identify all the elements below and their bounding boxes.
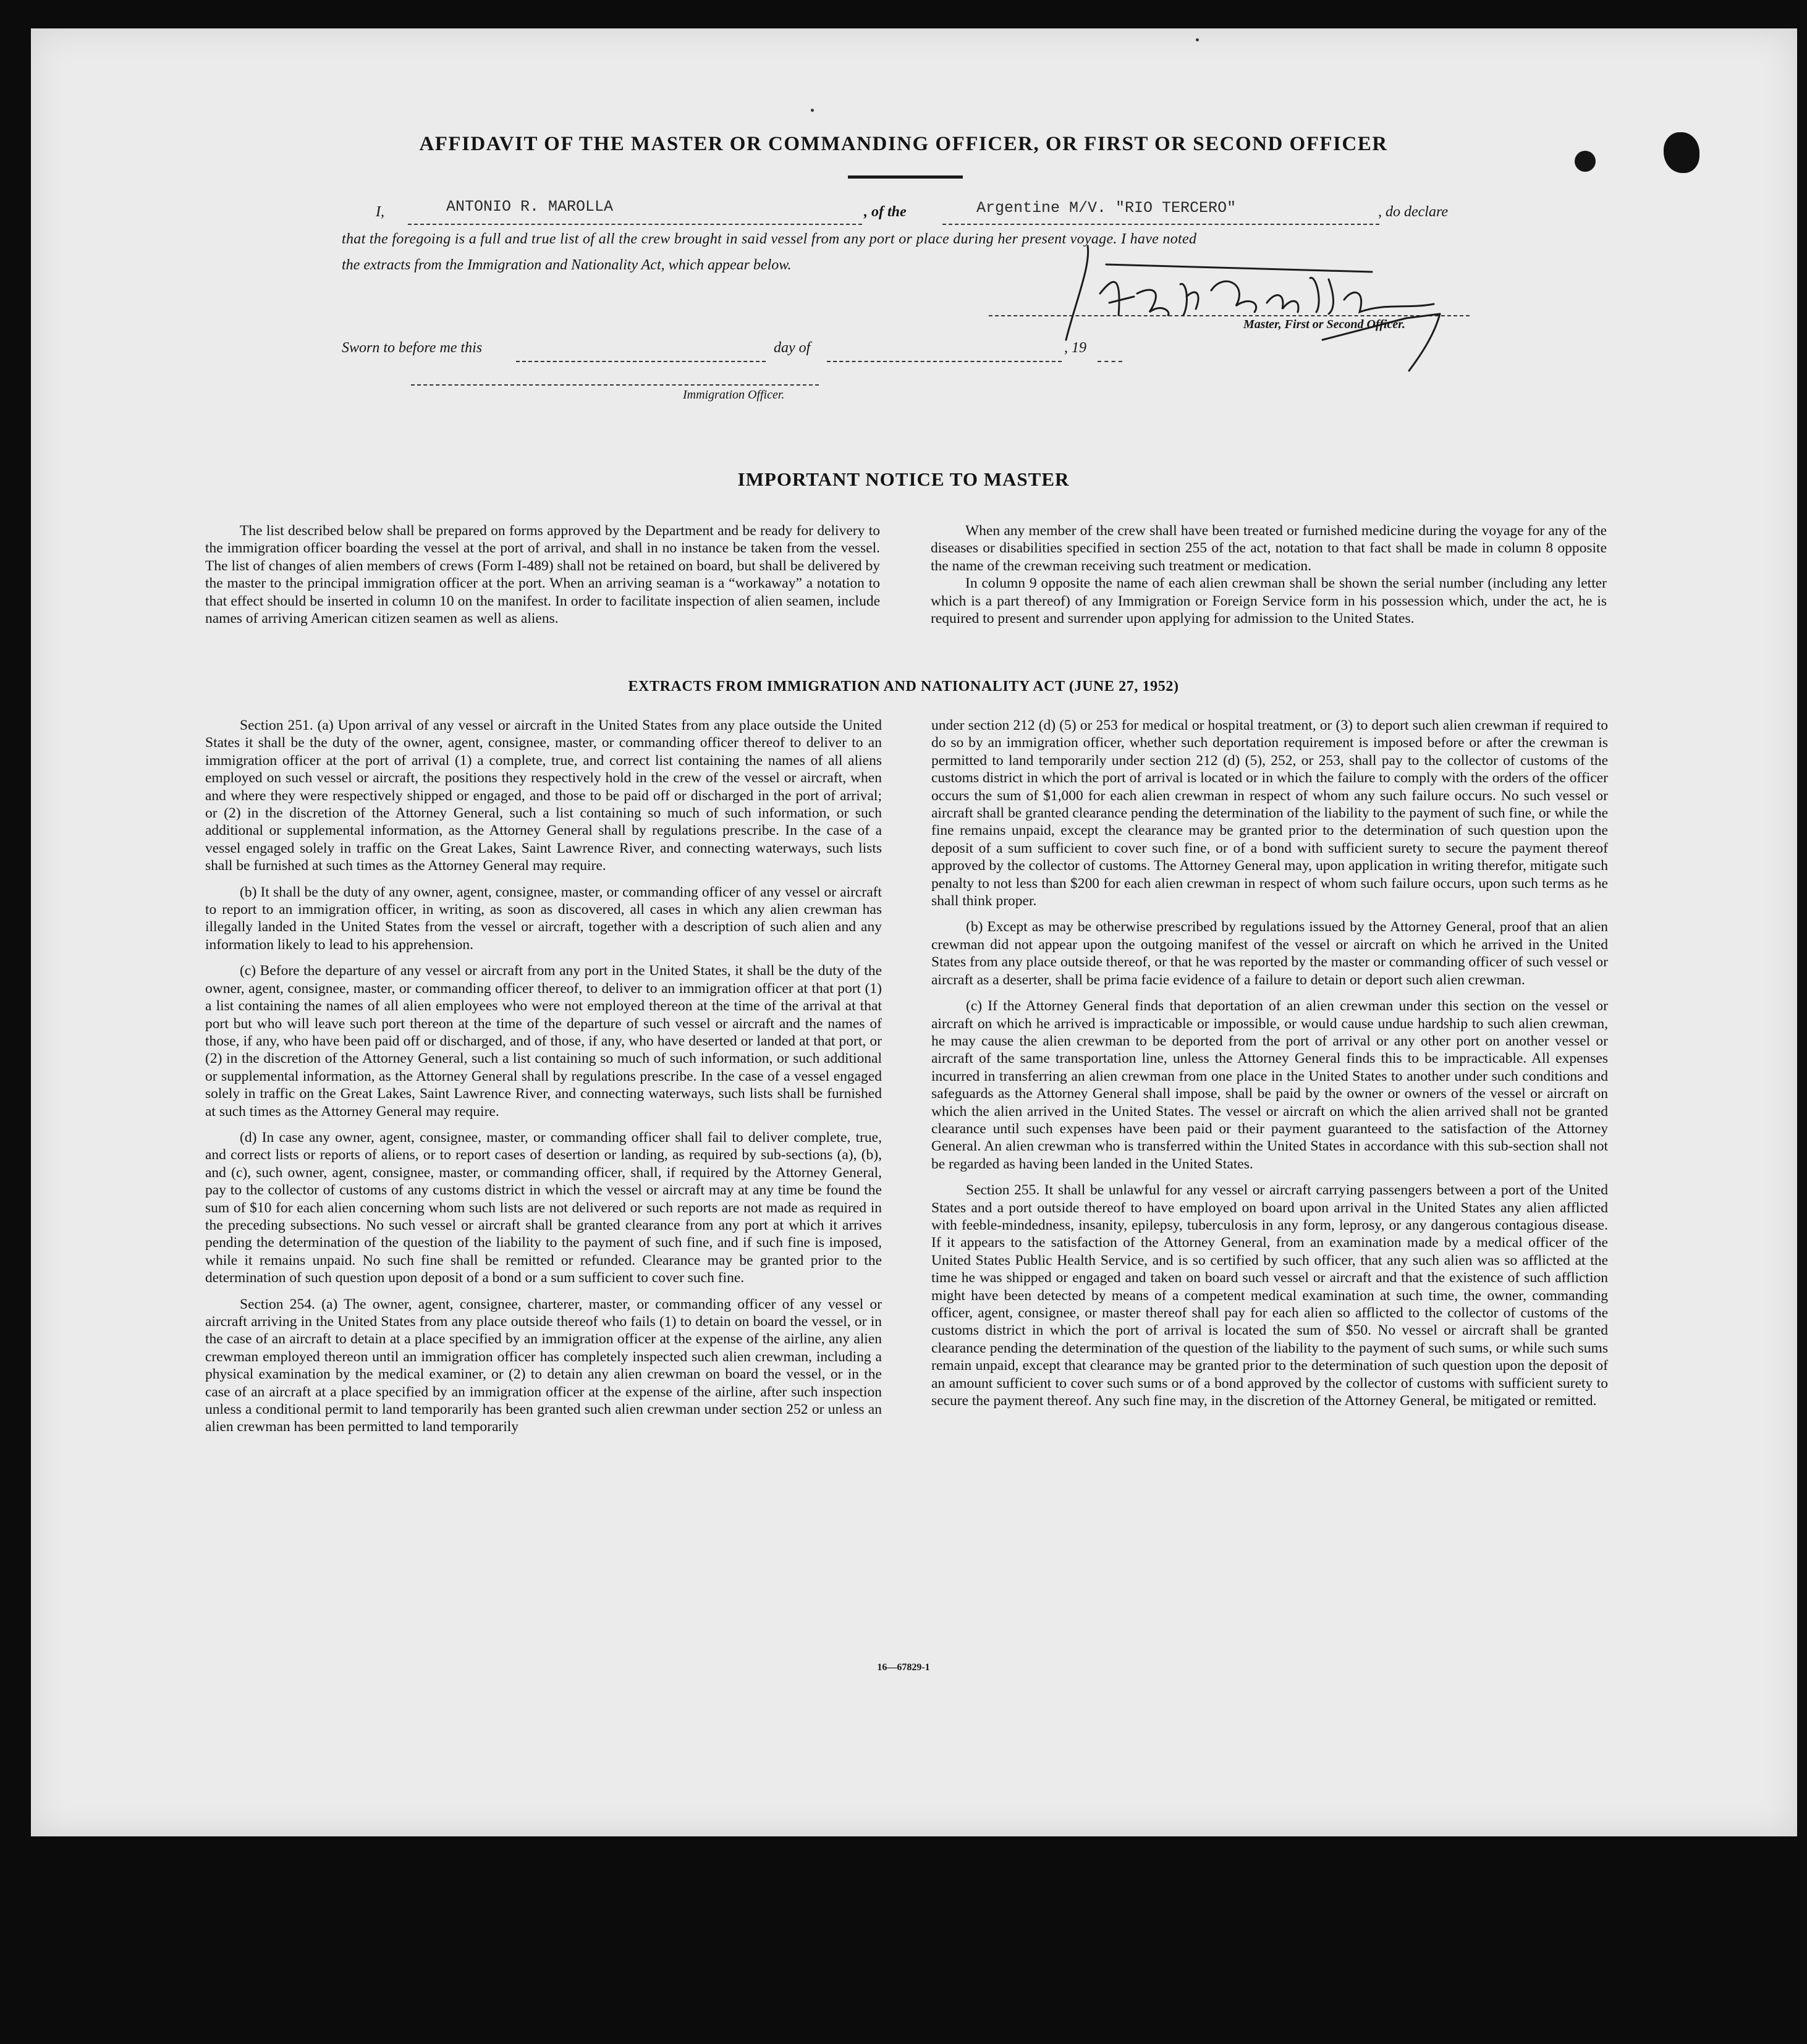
notice-left-column [205, 522, 880, 627]
title-rule [848, 175, 963, 179]
speck [811, 109, 814, 112]
affidavit-title: AFFIDAVIT OF THE MASTER OR COMMANDING OFFICER, OR FIRST OR SECOND OFFICER [419, 133, 1388, 155]
declaration-line-1: that the foregoing is a full and true list of all the crew brought in said vessel from any port or place during her present voyage. I have noted [342, 231, 1197, 247]
vessel-value: Argentine M/V. "RIO TERCERO" [976, 199, 1237, 217]
sworn-month-line [827, 342, 1062, 362]
do-declare-label: , do declare [1378, 204, 1449, 220]
punch-hole [1664, 132, 1699, 173]
sworn-year-line [1098, 342, 1122, 362]
master-name-value: ANTONIO R. MAROLLA [446, 198, 614, 216]
declaration-line-2: the extracts from the Immigration and Nationality Act, which appear below. [342, 257, 792, 273]
notice-heading: IMPORTANT NOTICE TO MASTER [737, 468, 1070, 490]
section-254a-paragraph: Section 254. (a) The owner, agent, consignee, charterer, master, or commanding officer of any vessel or aircraft arriving in the United States from any place outside thereof who fails (1) to detain on board the vessel, or in the case of an aircraft to detain at a place specified by an immigration officer at the expense of the airline, any alien crewman employed thereon until an immigration officer has completely inspected such alien crewman, including a physical examination by the medical examiner, or (2) to detain any alien crewman on board the vessel, or in the case of an aircraft at a place specified by an immigration officer at the expense of the airline, after such inspection unless a conditional permit to land temporarily has been granted such alien crewman under section 252 or unless an alien crewman has been permitted to land temporarily [205, 1296, 882, 1435]
day-of-label: day of [774, 340, 811, 356]
speck [1196, 38, 1199, 41]
sworn-label: Sworn to before me this [342, 340, 483, 356]
section-251a-paragraph: Section 251. (a) Upon arrival of any vessel or aircraft in the United States from any place outside the United States it shall be the duty of the owner, agent, consignee, master, or commanding officer thereof to deliver to an immigration officer at the port of arrival (1) a complete, true, and correct list containing the names of all aliens employed on such vessel or aircraft, the positions they respectively hold in the crew of the vessel or aircraft, when and where they were respectively shipped or engaged, and those to be paid off or discharged in the port of arrival; or (2) in the discretion of the Attorney General, such a list containing so much of such information, or such additional or supplemental information, as the Attorney General shall by regulations prescribe. In the case of a vessel engaged solely in traffic on the Great Lakes, Saint Lawrence River, and connecting waterways, such lists shall be furnished at such times as the Attorney General may require. [205, 717, 882, 874]
extracts-heading: EXTRACTS FROM IMMIGRATION AND NATIONALITY ACT (JUNE 27, 1952) [628, 678, 1179, 695]
immigration-officer-line [411, 368, 819, 386]
year-label: , 19 [1064, 340, 1086, 356]
form-code: 16—67829-1 [877, 1662, 930, 1673]
i-label: I, [376, 204, 384, 220]
signature-caption: Master, First or Second Officer. [1243, 318, 1405, 331]
notice-right-paragraph: In column 9 opposite the name of each alien crewman shall be shown the serial number (including any letter which is a part thereof) of any Immigration or Foreign Service form in his possession which, under the act, he is required to present and surrender upon applying for admission to the United States. [931, 575, 1607, 627]
section-251d-paragraph: (d) In case any owner, agent, consignee, master, or commanding officer shall fail to deliver complete, true, and correct lists or reports of aliens, or to report cases of desertion or landing, as required by sub-sections (a), (b), and (c), such owner, agent, consignee, master, or commanding officer, shall, if required by the Attorney General, pay to the collector of customs of any customs district in which the vessel or aircraft may at any time be found the sum of $10 for each alien concerning whom such lists are not delivered or such reports are not made as required in the preceding subsections. No such vessel or aircraft shall be granted clearance from any port at which it arrives pending the determination of the question of the liability to the payment of such fine, and if such fine is imposed, while it remains unpaid. No such fine shall be remitted or refunded. Clearance may be granted prior to the determination of such question upon deposit of a bond or a sum sufficient to cover such fine. [205, 1129, 882, 1286]
immigration-officer-caption: Immigration Officer. [683, 388, 785, 402]
notice-right-column [931, 522, 1607, 627]
of-the-label: , of the [864, 204, 907, 220]
section-251b-paragraph: (b) It shall be the duty of any owner, agent, consignee, master, or commanding officer of any vessel or aircraft to report to an immigration officer, in writing, as soon as discovered, all cases in which any alien crewman has illegally landed in the United States from the vessel or aircraft, together with a description of such alien and any information likely to lead to his apprehension. [205, 884, 882, 953]
section-255-paragraph: Section 255. It shall be unlawful for any vessel or aircraft carrying passengers between a port of the United States and a port outside thereof to have employed on board upon arrival in the United States any alien afflicted with feeble-mindedness, insanity, epilepsy, tuberculosis in any form, leprosy, or any dangerous contagious disease. If it appears to the satisfaction of the Attorney General, from an examination made by a medical officer of the United States Public Health Service, and is so certified by such officer, that any such alien was so afflicted at the time he was shipped or engaged and taken on board such vessel or aircraft and that the existence of such affliction might have been detected by means of a competent medical examination at such time, the owner, commanding officer, agent, consignee, or master thereof shall pay for each alien so afflicted to the collector of customs of the customs district in which the port of arrival is located the sum of $50. No vessel or aircraft shall be granted clearance pending the determination of the question of the liability to the payment of such sums, or while such sums remain unpaid, except that clearance may be granted prior to the determination of such question upon the deposit of an amount sufficient to cover such sums or of a bond approved by the collector of customs with sufficient surety to secure the payment thereof. Any such fine may, in the discretion of the Attorney General, be mitigated or remitted. [931, 1182, 1608, 1409]
section-254a-continued-paragraph: under section 212 (d) (5) or 253 for medical or hospital treatment, or (3) to deport such alien crewman if required to do so by an immigration officer, whether such deportation requirement is imposed before or after the crewman is permitted to land temporarily under section 212 (d) (5), 252, or 253, shall pay to the collector of customs of the customs district in which the port of arrival is located or in which the failure to comply with the orders of the officer occurs the sum of $1,000 for each alien crewman in respect of whom any such failure occurs. No such vessel or aircraft shall be granted clearance pending the determination of the liability to the payment of such fine, or while the fine remains unpaid, except the clearance may be granted prior to the determination of such question upon the deposit of a sum sufficient to cover such fine, or of a bond with sufficient surety to secure the payment thereof approved by the collector of customs. The Attorney General may, upon application in writing therefor, mitigate such penalty to not less than $200 for each alien crewman in respect of whom such failure occurs, upon such terms as he shall think proper. [931, 717, 1608, 910]
section-251c-paragraph: (c) Before the departure of any vessel or aircraft from any port in the United States, it shall be the duty of the owner, agent, consignee, master, or commanding officer thereof, to deliver to an immigration officer at that port (1) a list containing the names of all alien employees who were not employed thereon at the time of the arrival at that port but who will leave such port thereon at the time of the departure of such vessel or aircraft and the names of those, if any, who have been paid off or discharged, and of those, if any, who have deserted or landed at that port, or (2) in the discretion of the Attorney General, such a list containing so much of such information, or such additional or supplemental information, as the Attorney General shall by regulations prescribe. In the case of a vessel engaged solely in traffic on the Great Lakes, Saint Lawrence River, and connecting waterways, such lists shall be furnished at such times as the Attorney General may require. [205, 963, 882, 1120]
ink-mark [1575, 151, 1596, 172]
handwritten-signature [1063, 235, 1483, 377]
extracts-right-column [931, 717, 1608, 1418]
extracts-left-column [205, 717, 882, 1445]
notice-right-paragraph: When any member of the crew shall have been treated or furnished medicine during the voyage for any of the diseases or disabilities specified in section 255 of the act, notation to that fact shall be made in column 8 opposite the name of the crewman receiving such treatment or medication. [931, 523, 1607, 574]
notice-left-paragraph: The list described below shall be prepared on forms approved by the Department and be ready for delivery to the immigration officer boarding the vessel at the port of arrival, and shall in no instance be taken from the vessel. The list of changes of alien members of crews (Form I-489) shall not be retained on board, but shall be delivered by the master to the principal immigration officer at the port. When an arriving seaman is a “workaway” a notation to that effect should be inserted in column 10 on the manifest. In order to facilitate inspection of alien seamen, include names of arriving American citizen seamen as well as aliens. [205, 523, 880, 627]
section-254c-paragraph: (c) If the Attorney General finds that deportation of an alien crewman under this section on the vessel or aircraft on which he arrived is impracticable or impossible, or would cause undue hardship to such alien crewman, he may cause the alien crewman to be deported from the port of arrival or any other port on another vessel or aircraft of the same transportation line, unless the Attorney General finds this to be impracticable. All expenses incurred in transferring an alien crewman from one place in the United States to another under such conditions and safeguards as the Attorney General shall impose, shall be paid by the owner or owners of the vessel or aircraft on which the alien arrived in the United States. The vessel or aircraft on which the alien arrived shall not be granted clearance until such expenses have been paid or their payment guaranteed to the satisfaction of the Attorney General. An alien crewman who is transferred within the United States in accordance with this sub-section shall not be regarded as having been landed in the United States. [931, 998, 1608, 1172]
section-254b-paragraph: (b) Except as may be otherwise prescribed by regulations issued by the Attorney General, proof that an alien crewman did not appear upon the outgoing manifest of the vessel or aircraft on which he arrived in the United States from any place outside thereof, or that he was reported by the master or commanding officer of such vessel or aircraft as a deserter, shall be prima facie evidence of a failure to detain or deport such alien crewman. [931, 919, 1608, 988]
sworn-day-line [516, 342, 766, 362]
